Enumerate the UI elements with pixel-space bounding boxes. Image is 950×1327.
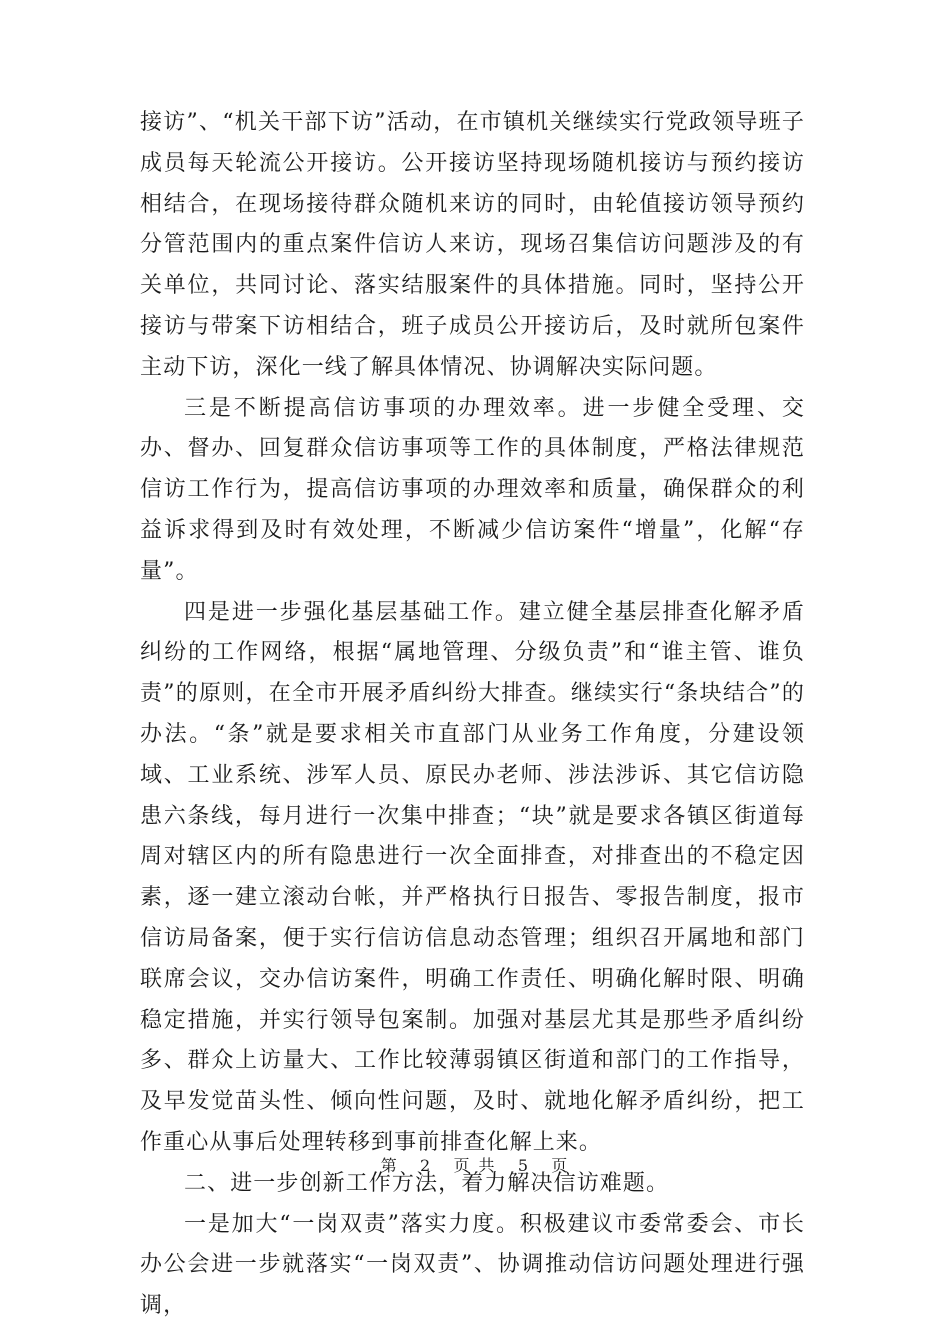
page-label-prefix: 第 <box>380 1156 399 1175</box>
page-number: 2 <box>419 1156 433 1175</box>
paragraph-3: 四是进一步强化基层基础工作。建立健全基层排查化解矛盾纠纷的工作网络，根据“属地管理、分级负责”和“谁主管、谁负责”的原则，在全市开展矛盾纠纷大排查。继续实行“条块结合”的办法。“条”就是要求相关市直部门从业务工作角度，分建设领域、工业系统、涉军人员、原民办老师、涉法涉诉、其它信访隐患六条线，每月进行一次集中排查；“块”就是要求各镇区街道每周对辖区内的所有隐患进行一次全面排查，对排查出的不稳定因素，逐一建立滚动台帐，并严格执行日报告、零报告制度，报市信访局备案，便于实行信访信息动态管理；组织召开属地和部门联席会议，交办信访案件，明确工作责任、明确化解时限、明确稳定措施，并实行领导包案制。加强对基层尤其是那些矛盾纠纷多、群众上访量大、工作比较薄弱镇区街道和部门的工作指导，及早发觉苗头性、倾向性问题，及时、就地化解矛盾纠纷，把工作重心从事后处理转移到事前排查化解上来。 <box>140 599 805 1155</box>
paragraph-2: 三是不断提高信访事项的办理效率。进一步健全受理、交办、督办、回复群众信访事项等工作的具体制度，严格法律规范信访工作行为，提高信访事项的办理效率和质量，确保群众的利益诉求得到及时有效处理，不断减少信访案件“增量”，化解“存量”。 <box>140 395 805 584</box>
page-label-middle: 页 共 <box>453 1156 497 1175</box>
paragraph-4: 一是加大“一岗双责”落实力度。积极建议市委常委会、市长办公会进一步就落实“一岗双责”、协调推动信访问题处理进行强调， <box>140 1211 805 1319</box>
page-footer <box>0 1153 950 1176</box>
page-label-suffix: 页 <box>551 1156 570 1175</box>
document-body <box>140 103 805 1327</box>
total-pages: 5 <box>517 1156 531 1175</box>
paragraph-1: 接访”、“机关干部下访”活动，在市镇机关继续实行党政领导班子成员每天轮流公开接访。公开接访坚持现场随机接访与预约接访相结合，在现场接待群众随机来访的同时，由轮值接访领导预约分管范围内的重点案件信访人来访，现场召集信访问题涉及的有关单位，共同讨论、落实结服案件的具体措施。同时，坚持公开接访与带案下访相结合，班子成员公开接访后，及时就所包案件主动下访，深化一线了解具体情况、协调解决实际问题。 <box>140 110 805 380</box>
section-heading: 二、进一步创新工作方法，着力解决信访难题。 <box>184 1170 670 1196</box>
